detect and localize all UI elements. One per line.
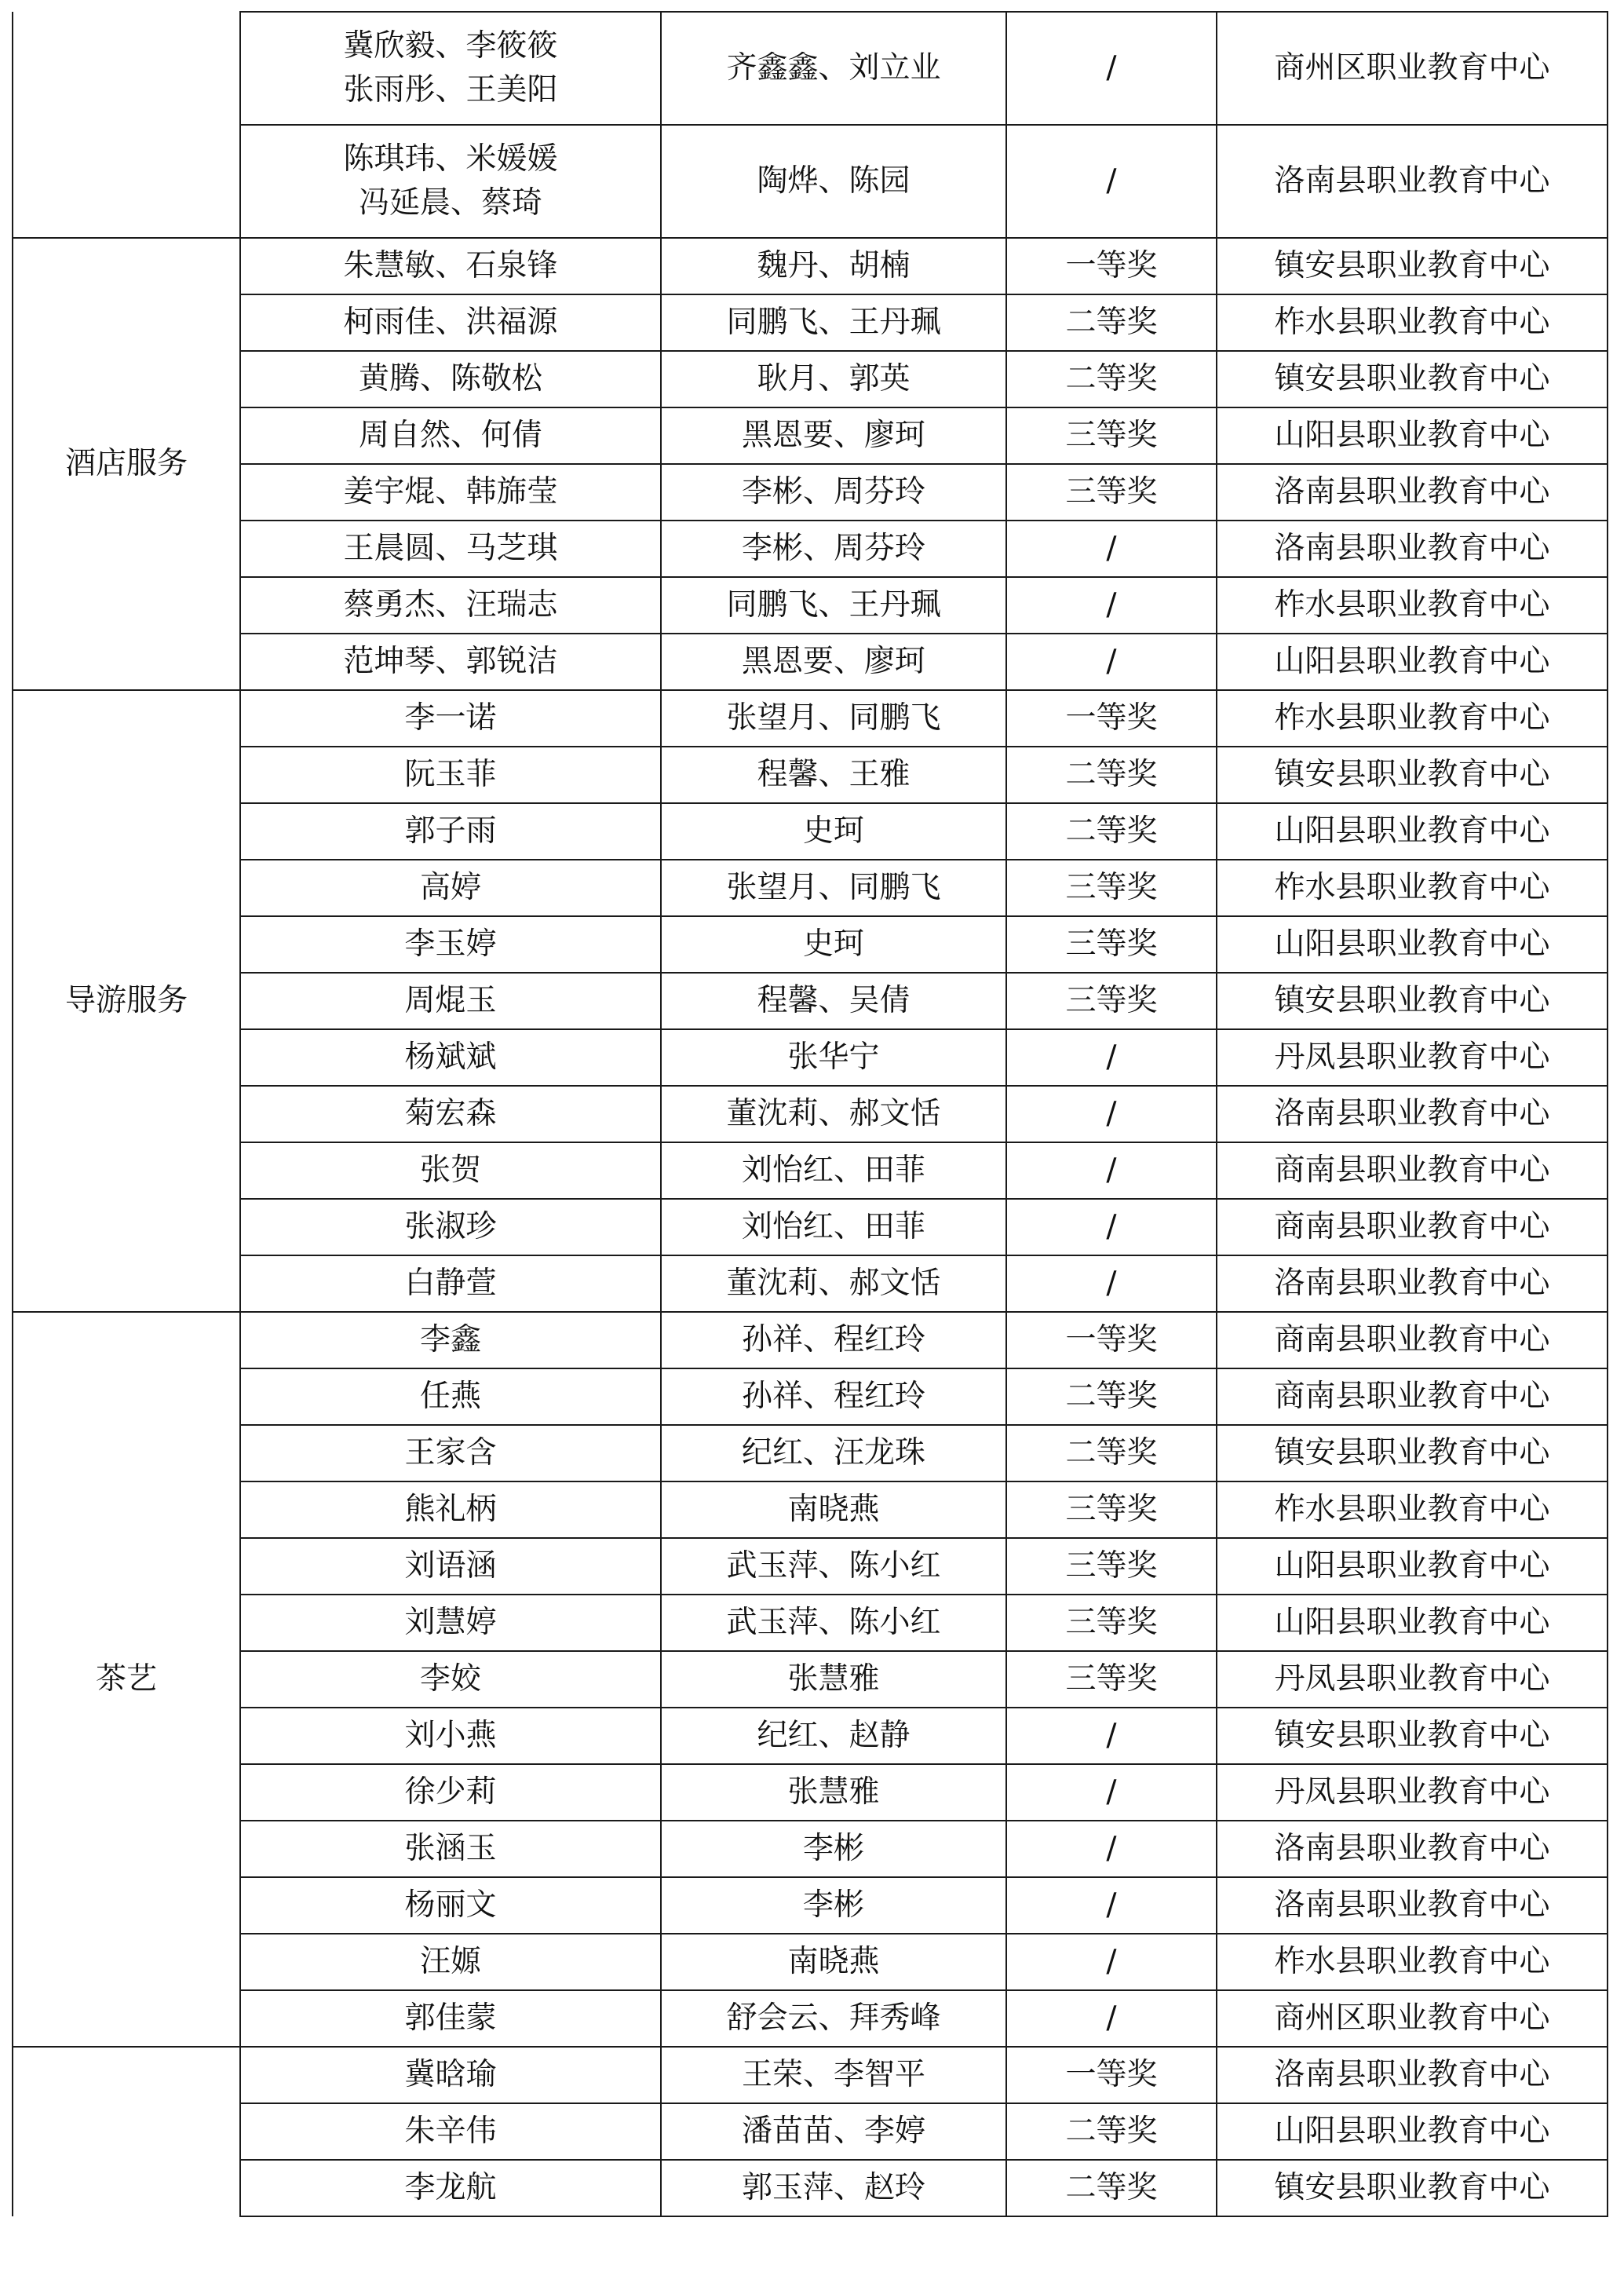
school-cell: 洛南县职业教育中心 [1217, 1086, 1608, 1142]
award-cell: 三等奖 [1006, 1538, 1217, 1595]
student-names: 刘小燕 [404, 1718, 497, 1753]
award-cell: 二等奖 [1006, 2103, 1217, 2160]
teachers-cell: 程馨、王雅 [661, 747, 1006, 803]
school-cell: 洛南县职业教育中心 [1217, 1255, 1608, 1312]
teachers-cell: 黑恩要、廖珂 [661, 407, 1006, 464]
students-cell [240, 521, 661, 577]
student-names: 冯延晨、蔡琦 [358, 185, 542, 221]
school-cell: 洛南县职业教育中心 [1217, 464, 1608, 521]
school-cell: 丹凤县职业教育中心 [1217, 1764, 1608, 1821]
student-names: 刘语涵 [404, 1548, 497, 1584]
student-names: 王晨圆、马芝琪 [343, 531, 558, 566]
students-cell [240, 2160, 661, 2216]
teachers-cell: 武玉萍、陈小红 [661, 1595, 1006, 1651]
school-cell: 洛南县职业教育中心 [1217, 2047, 1608, 2103]
teachers-cell: 刘怡红、田菲 [661, 1142, 1006, 1199]
award-cell: 二等奖 [1006, 1368, 1217, 1425]
student-names: 李鑫 [419, 1322, 481, 1357]
award-cell: / [1006, 1821, 1217, 1877]
award-cell: 二等奖 [1006, 294, 1217, 351]
award-cell: 一等奖 [1006, 2047, 1217, 2103]
students-cell [240, 2047, 661, 2103]
school-cell: 商南县职业教育中心 [1217, 1199, 1608, 1255]
students-cell [240, 747, 661, 803]
student-names: 郭佳蒙 [404, 2000, 497, 2036]
table-row [13, 238, 1608, 294]
teachers-cell: 李彬 [661, 1821, 1006, 1877]
student-names: 汪嫄 [419, 1944, 481, 1979]
teachers-cell: 南晓燕 [661, 1481, 1006, 1538]
student-names: 张淑珍 [404, 1209, 497, 1244]
school-cell: 柞水县职业教育中心 [1217, 690, 1608, 747]
award-cell: 一等奖 [1006, 238, 1217, 294]
school-cell: 山阳县职业教育中心 [1217, 1538, 1608, 1595]
table-row [13, 1934, 1608, 1990]
teachers-cell: 张望月、同鹏飞 [661, 860, 1006, 916]
teachers-cell: 纪红、赵静 [661, 1708, 1006, 1764]
table-row [13, 1368, 1608, 1425]
teachers-cell: 纪红、汪龙珠 [661, 1425, 1006, 1481]
students-cell [240, 1934, 661, 1990]
students-cell [240, 1877, 661, 1934]
award-cell: / [1006, 1764, 1217, 1821]
school-cell: 丹凤县职业教育中心 [1217, 1029, 1608, 1086]
award-cell: / [1006, 1708, 1217, 1764]
students-cell [240, 2103, 661, 2160]
student-names: 张涵玉 [404, 1831, 497, 1866]
student-names: 高婷 [419, 870, 481, 905]
teachers-cell: 张慧雅 [661, 1651, 1006, 1708]
teachers-cell: 黑恩要、廖珂 [661, 634, 1006, 690]
student-names: 阮玉菲 [404, 757, 497, 792]
students-cell [240, 407, 661, 464]
table-row [13, 1651, 1608, 1708]
table-row [13, 351, 1608, 407]
teachers-cell: 史珂 [661, 803, 1006, 860]
award-cell: 二等奖 [1006, 2160, 1217, 2216]
award-cell: / [1006, 1934, 1217, 1990]
student-names: 冀晗瑜 [404, 2057, 497, 2092]
school-cell: 商州区职业教育中心 [1217, 1990, 1608, 2047]
student-names: 周自然、何倩 [358, 418, 542, 453]
award-table [12, 11, 1608, 2217]
student-names: 杨丽文 [404, 1887, 497, 1923]
award-cell: 三等奖 [1006, 860, 1217, 916]
school-cell: 山阳县职业教育中心 [1217, 803, 1608, 860]
school-cell: 镇安县职业教育中心 [1217, 238, 1608, 294]
student-names: 李玉婷 [404, 926, 497, 962]
school-cell: 洛南县职业教育中心 [1217, 521, 1608, 577]
student-names: 熊礼柄 [404, 1492, 497, 1527]
table-row [13, 2047, 1608, 2103]
students-cell [240, 1086, 661, 1142]
student-names: 范坤琴、郭锐洁 [343, 644, 558, 679]
award-cell: / [1006, 12, 1217, 125]
school-cell: 商南县职业教育中心 [1217, 1368, 1608, 1425]
teachers-cell: 魏丹、胡楠 [661, 238, 1006, 294]
award-cell: / [1006, 1029, 1217, 1086]
student-names: 姜宇焜、韩旆莹 [343, 474, 558, 510]
table-row [13, 125, 1608, 238]
teachers-cell: 孙祥、程红玲 [661, 1312, 1006, 1368]
students-cell [240, 1708, 661, 1764]
teachers-cell: 李彬、周芬玲 [661, 464, 1006, 521]
student-names: 郭子雨 [404, 813, 497, 849]
table-row [13, 2103, 1608, 2160]
student-names: 黄腾、陈敬松 [358, 361, 542, 396]
student-names: 柯雨佳、洪福源 [343, 305, 558, 340]
table-row [13, 1764, 1608, 1821]
award-cell: 三等奖 [1006, 1595, 1217, 1651]
school-cell: 洛南县职业教育中心 [1217, 125, 1608, 238]
table-row [13, 12, 1608, 125]
table-row [13, 294, 1608, 351]
table-row [13, 973, 1608, 1029]
award-cell: / [1006, 125, 1217, 238]
students-cell [240, 1255, 661, 1312]
teachers-cell: 齐鑫鑫、刘立业 [661, 12, 1006, 125]
award-cell: / [1006, 1086, 1217, 1142]
school-cell: 柞水县职业教育中心 [1217, 294, 1608, 351]
category-cell [13, 12, 240, 238]
award-cell: 三等奖 [1006, 407, 1217, 464]
table-row [13, 1481, 1608, 1538]
award-cell: 二等奖 [1006, 351, 1217, 407]
school-cell: 洛南县职业教育中心 [1217, 1821, 1608, 1877]
award-cell: 三等奖 [1006, 916, 1217, 973]
table-row [13, 747, 1608, 803]
school-cell: 柞水县职业教育中心 [1217, 860, 1608, 916]
students-cell [240, 125, 661, 238]
category-cell [13, 2047, 240, 2216]
award-cell: / [1006, 1877, 1217, 1934]
award-cell: 二等奖 [1006, 1425, 1217, 1481]
award-cell: / [1006, 1990, 1217, 2047]
award-cell: / [1006, 521, 1217, 577]
students-cell [240, 12, 661, 125]
student-names: 王家含 [404, 1435, 497, 1470]
teachers-cell: 同鹏飞、王丹珮 [661, 577, 1006, 634]
students-cell [240, 690, 661, 747]
teachers-cell: 张望月、同鹏飞 [661, 690, 1006, 747]
students-cell [240, 1651, 661, 1708]
category-cell: 茶艺 [13, 1312, 240, 2047]
table-row [13, 1821, 1608, 1877]
school-cell: 镇安县职业教育中心 [1217, 1425, 1608, 1481]
school-cell: 商州区职业教育中心 [1217, 12, 1608, 125]
teachers-cell: 张华宁 [661, 1029, 1006, 1086]
teachers-cell: 南晓燕 [661, 1934, 1006, 1990]
students-cell [240, 1368, 661, 1425]
table-row [13, 634, 1608, 690]
students-cell [240, 1142, 661, 1199]
award-cell: 三等奖 [1006, 1481, 1217, 1538]
student-names: 张雨彤、王美阳 [343, 72, 558, 108]
student-names: 刘慧婷 [404, 1605, 497, 1640]
student-names: 李一诺 [404, 700, 497, 736]
award-cell: / [1006, 1255, 1217, 1312]
school-cell: 商南县职业教育中心 [1217, 1142, 1608, 1199]
teachers-cell: 张慧雅 [661, 1764, 1006, 1821]
teachers-cell: 耿月、郭英 [661, 351, 1006, 407]
school-cell: 山阳县职业教育中心 [1217, 634, 1608, 690]
student-names: 白静萱 [404, 1266, 497, 1301]
school-cell: 镇安县职业教育中心 [1217, 2160, 1608, 2216]
award-cell: 三等奖 [1006, 464, 1217, 521]
table-row [13, 860, 1608, 916]
teachers-cell: 孙祥、程红玲 [661, 1368, 1006, 1425]
award-cell: 三等奖 [1006, 973, 1217, 1029]
table-row [13, 1086, 1608, 1142]
table-row [13, 2160, 1608, 2216]
school-cell: 山阳县职业教育中心 [1217, 407, 1608, 464]
school-cell: 镇安县职业教育中心 [1217, 351, 1608, 407]
school-cell: 柞水县职业教育中心 [1217, 1934, 1608, 1990]
award-cell: 三等奖 [1006, 1651, 1217, 1708]
students-cell [240, 1538, 661, 1595]
student-names: 朱辛伟 [404, 2113, 497, 2149]
student-names: 李姣 [419, 1661, 481, 1697]
teachers-cell: 同鹏飞、王丹珮 [661, 294, 1006, 351]
teachers-cell: 舒会云、拜秀峰 [661, 1990, 1006, 2047]
student-names: 冀欣毅、李筱筱 [343, 28, 558, 64]
table-row [13, 1142, 1608, 1199]
teachers-cell: 董沈莉、郝文恬 [661, 1086, 1006, 1142]
school-cell: 镇安县职业教育中心 [1217, 973, 1608, 1029]
table-row [13, 1990, 1608, 2047]
students-cell [240, 634, 661, 690]
school-cell: 山阳县职业教育中心 [1217, 2103, 1608, 2160]
student-names: 张贺 [419, 1153, 481, 1188]
table-row [13, 577, 1608, 634]
category-cell: 导游服务 [13, 690, 240, 1312]
student-names: 陈琪玮、米媛媛 [343, 141, 558, 177]
students-cell [240, 1764, 661, 1821]
teachers-cell: 武玉萍、陈小红 [661, 1538, 1006, 1595]
table-row [13, 407, 1608, 464]
students-cell [240, 1595, 661, 1651]
school-cell: 商南县职业教育中心 [1217, 1312, 1608, 1368]
table-row [13, 1708, 1608, 1764]
students-cell [240, 577, 661, 634]
teachers-cell: 陶烨、陈园 [661, 125, 1006, 238]
student-names: 蔡勇杰、汪瑞志 [343, 587, 558, 623]
students-cell [240, 1481, 661, 1538]
teachers-cell: 董沈莉、郝文恬 [661, 1255, 1006, 1312]
students-cell [240, 916, 661, 973]
student-names: 任燕 [419, 1379, 481, 1414]
teachers-cell: 郭玉萍、赵玲 [661, 2160, 1006, 2216]
table-row [13, 690, 1608, 747]
students-cell [240, 294, 661, 351]
school-cell: 镇安县职业教育中心 [1217, 1708, 1608, 1764]
teachers-cell: 李彬 [661, 1877, 1006, 1934]
students-cell [240, 1821, 661, 1877]
teachers-cell: 刘怡红、田菲 [661, 1199, 1006, 1255]
students-cell [240, 1990, 661, 2047]
teachers-cell: 王荣、李智平 [661, 2047, 1006, 2103]
students-cell [240, 1425, 661, 1481]
award-cell: 一等奖 [1006, 1312, 1217, 1368]
students-cell [240, 238, 661, 294]
table-row [13, 1312, 1608, 1368]
school-cell: 山阳县职业教育中心 [1217, 1595, 1608, 1651]
award-table-body [13, 12, 1608, 2216]
teachers-cell: 潘苗苗、李婷 [661, 2103, 1006, 2160]
award-cell: / [1006, 634, 1217, 690]
school-cell: 柞水县职业教育中心 [1217, 1481, 1608, 1538]
award-cell: 一等奖 [1006, 690, 1217, 747]
student-names: 李龙航 [404, 2170, 497, 2205]
table-row [13, 1425, 1608, 1481]
category-cell: 酒店服务 [13, 238, 240, 690]
students-cell [240, 973, 661, 1029]
student-names: 周焜玉 [404, 983, 497, 1018]
student-names: 菊宏森 [404, 1096, 497, 1131]
table-row [13, 1538, 1608, 1595]
teachers-cell: 史珂 [661, 916, 1006, 973]
school-cell: 洛南县职业教育中心 [1217, 1877, 1608, 1934]
teachers-cell: 程馨、吴倩 [661, 973, 1006, 1029]
school-cell: 镇安县职业教育中心 [1217, 747, 1608, 803]
table-row [13, 916, 1608, 973]
students-cell [240, 1312, 661, 1368]
table-row [13, 464, 1608, 521]
student-names: 杨斌斌 [404, 1039, 497, 1075]
school-cell: 丹凤县职业教育中心 [1217, 1651, 1608, 1708]
award-cell: 二等奖 [1006, 747, 1217, 803]
student-names: 朱慧敏、石泉锋 [343, 248, 558, 283]
students-cell [240, 464, 661, 521]
award-cell: 二等奖 [1006, 803, 1217, 860]
table-row [13, 1199, 1608, 1255]
students-cell [240, 351, 661, 407]
table-row [13, 1029, 1608, 1086]
school-cell: 山阳县职业教育中心 [1217, 916, 1608, 973]
students-cell [240, 860, 661, 916]
award-cell: / [1006, 577, 1217, 634]
table-row [13, 1255, 1608, 1312]
students-cell [240, 1199, 661, 1255]
table-row [13, 1595, 1608, 1651]
student-names: 徐少莉 [404, 1774, 497, 1810]
school-cell: 柞水县职业教育中心 [1217, 577, 1608, 634]
award-cell: / [1006, 1199, 1217, 1255]
students-cell [240, 803, 661, 860]
table-row [13, 803, 1608, 860]
teachers-cell: 李彬、周芬玲 [661, 521, 1006, 577]
award-cell: / [1006, 1142, 1217, 1199]
table-row [13, 1877, 1608, 1934]
students-cell [240, 1029, 661, 1086]
table-row [13, 521, 1608, 577]
